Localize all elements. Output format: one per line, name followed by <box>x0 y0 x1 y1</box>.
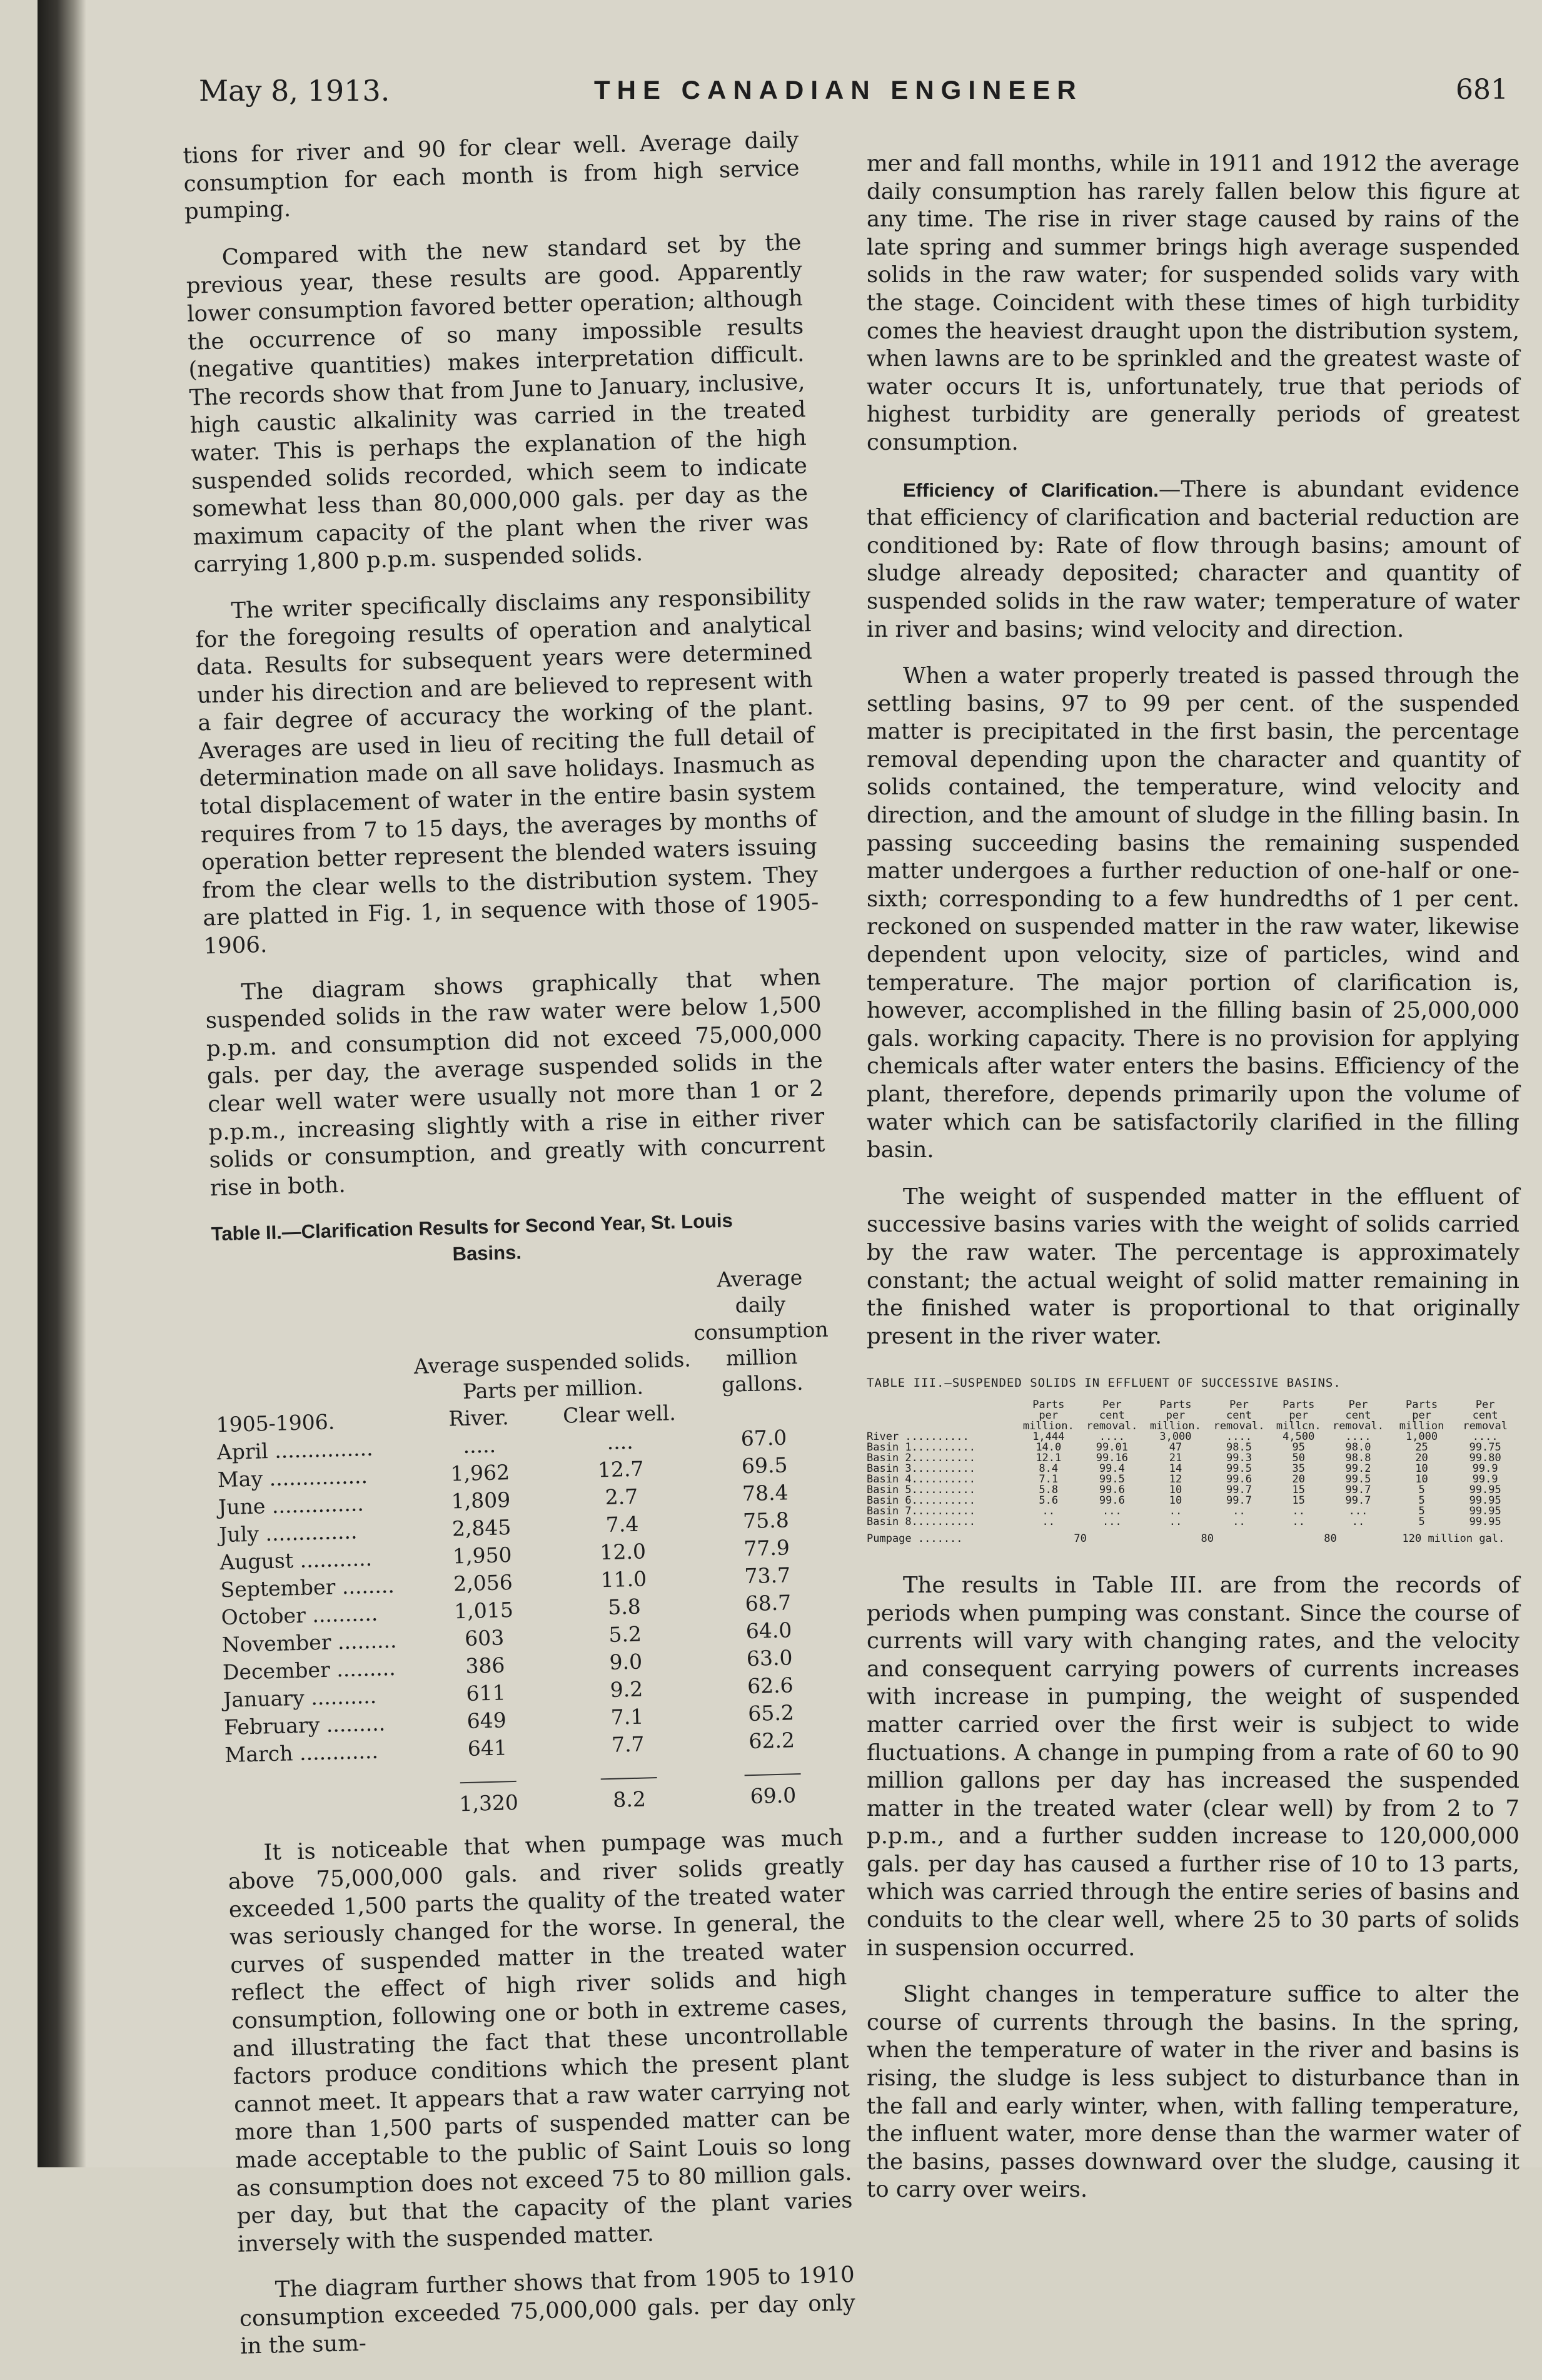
table3-pumpage-value: 120 million gal. <box>1402 1532 1505 1545</box>
table3-cell: .. <box>1169 1504 1182 1517</box>
table2-total-rule <box>601 1777 657 1780</box>
table2-month-name: November <box>221 1629 331 1658</box>
table3-cell: 99.80 <box>1469 1451 1501 1464</box>
table3-cell: 5 <box>1418 1504 1425 1517</box>
table2-leader-dots: ......... <box>326 1711 386 1738</box>
table3-cell: .. <box>1042 1515 1056 1528</box>
table2-total-river: 1,320 <box>458 1790 519 1816</box>
table3-row-label: Basin 2.......... <box>867 1451 975 1464</box>
table3-cell: 99.6 <box>1099 1483 1125 1496</box>
table3-cell: 99.6 <box>1226 1472 1252 1486</box>
table3-cell: 1,000 <box>1405 1430 1438 1443</box>
table3-cell: 99.4 <box>1099 1462 1125 1475</box>
left-paragraph-5: It is noticeable that when pumpage was much above 75,000,000 gals. and river solids greatly exceeded 1,500 parts the quality of the treated water was seriously changed for the worse. In general, the curves of suspended matter in the treated water reflect the effect of high river solids and high consumption, following one or both in extreme cases, and illustrating the fact that these uncontrollable factors produce conditions which the present plant cannot meet. It appears that a raw water carrying not more than 1,500 parts of suspended matter can be made acceptable to the public of Saint Louis so long as consumption does not exceed 75 to 80 million gals. per day, but that the capacity of the plant varies inversely with the suspended matter. <box>228 1825 854 2257</box>
table3-cell: 21 <box>1169 1451 1182 1464</box>
table2-clear-value: 12.0 <box>599 1539 647 1565</box>
table2-clear-value: 12.7 <box>597 1456 645 1482</box>
right-paragraph-6: Slight changes in temperature suffice to alter the course of currents through the basins. In the spring, when the temperature of water in the river and basins is rising, the sludge is less subject to disturbance than in the fall and early winter, when, with falling temperature, the influent water, more dense than the warmer water of the basins, passes downward over the sludge, causing it to carry over weirs. <box>867 1982 1519 2203</box>
table3-pumpage-label: Pumpage ....... <box>867 1532 963 1545</box>
table2-consumption-value: 69.5 <box>741 1452 788 1479</box>
table3-column-head: Per <box>1475 1398 1495 1411</box>
table2-river-value: 611 <box>466 1680 506 1706</box>
table3-column-head: per <box>1289 1409 1309 1422</box>
table3-cell: 5 <box>1418 1515 1425 1528</box>
table2-consumption-value: 62.2 <box>748 1728 795 1754</box>
table3-cell: 99.7 <box>1226 1494 1252 1507</box>
table3-cell: 99.75 <box>1469 1441 1501 1454</box>
table2-month-name: May <box>217 1466 263 1492</box>
table3-cell: ... <box>1102 1515 1122 1528</box>
table2-month-name: January <box>223 1686 305 1713</box>
table3-column-head: per <box>1039 1409 1059 1422</box>
table2-total-rule <box>460 1781 517 1783</box>
table3-cell: 15 <box>1292 1483 1305 1496</box>
table3-cell: 99.95 <box>1469 1494 1501 1507</box>
table3-cell: 99.5 <box>1345 1472 1371 1486</box>
table3-pumpage-value: 70 <box>1074 1532 1087 1545</box>
table2-consumption-value: 67.0 <box>740 1425 787 1451</box>
table2-consumption-value: 68.7 <box>745 1590 792 1616</box>
table2-leader-dots: ......... <box>336 1656 396 1682</box>
table3-column-head: cent <box>1472 1409 1498 1422</box>
table2-clear-value: 11.0 <box>600 1566 647 1593</box>
table3-cell: 99.5 <box>1226 1462 1252 1475</box>
table3-column-head: millcn. <box>1276 1419 1321 1432</box>
book-spine-shadow <box>38 0 86 2167</box>
table2-clear-value: 7.4 <box>605 1512 639 1537</box>
table3-column-head: million. <box>1150 1419 1201 1432</box>
table3-cell: 50 <box>1292 1451 1305 1464</box>
table3-cell: ... <box>1348 1504 1368 1517</box>
table3-row <box>867 1517 1517 1527</box>
left-paragraph-4: The diagram shows graphically that when suspended solids in the raw water were below 1,500 p.p.m. and consumption did not exceed 75,000,000 gals. per day, the average suspended solids in the clear well water were usually not more than 1 or 2 p.p.m., increasing slightly with a rise in either river solids or consumption, and greatly with concurrent rise in both. <box>205 964 825 1202</box>
table3-cell: 99.3 <box>1226 1451 1252 1464</box>
table3-cell: 99.7 <box>1345 1494 1371 1507</box>
left-paragraph-2: Compared with the new standard set by the previous year, these results are good. Apparently lower consumption favored better operation; although the occurrence of so many impossible results (negative quantities) makes interpretation difficult. The records show that from June to January, inclusive, high caustic alkalinity was carried in the treated water. This is perhaps the explanation of the high suspended solids recorded, which seem to indicate somewhat less than 80,000,000 gals. per day as the maximum capacity of the plant when the river was carrying 1,800 p.p.m. suspended solids. <box>186 229 809 579</box>
table2-leader-dots: .......... <box>310 1684 377 1710</box>
table3-cell: ... <box>1102 1504 1122 1517</box>
table2-consumption-value: 64.0 <box>745 1618 792 1644</box>
table2-consumption-value: 63.0 <box>746 1645 793 1671</box>
table2-river-value: 386 <box>465 1653 505 1679</box>
table3-cell: 35 <box>1292 1462 1305 1475</box>
table3-cell: 25 <box>1415 1441 1428 1454</box>
table3-row-label: Basin 5.......... <box>867 1483 975 1496</box>
table2-leader-dots: ........... <box>300 1546 373 1573</box>
table2-river-value: 641 <box>467 1735 508 1761</box>
table2-title <box>211 1205 828 1274</box>
table3-cell: 99.7 <box>1345 1483 1371 1496</box>
table3-cell: 7.1 <box>1039 1472 1059 1486</box>
table3-column-head: per <box>1412 1409 1431 1422</box>
table3-title: TABLE III.—SUSPENDED SOLIDS IN EFFLUENT OF SUCCESSIVE BASINS. <box>867 1376 1341 1390</box>
table2-clear-value: 9.2 <box>610 1676 643 1703</box>
table2-month-name: August <box>219 1548 294 1575</box>
table3-cell: 10 <box>1415 1462 1428 1475</box>
table3-cell: 14 <box>1169 1462 1182 1475</box>
table3-cell: 99.95 <box>1469 1504 1501 1517</box>
table2-leader-dots: .............. <box>271 1491 365 1519</box>
table3-column-head: cent <box>1345 1409 1371 1422</box>
table2-month <box>220 1571 418 1604</box>
table3-cell: 12.1 <box>1036 1451 1062 1464</box>
table3-column-head: Per <box>1348 1398 1368 1411</box>
table3-column-head: removal. <box>1086 1419 1138 1432</box>
table2-clear-value: 9.0 <box>609 1649 643 1675</box>
table3-cell: .. <box>1292 1504 1305 1517</box>
table2-consumption-value: 75.8 <box>742 1507 790 1534</box>
table2-consumption-value: 78.4 <box>742 1480 789 1506</box>
table2-river-value: ..... <box>462 1432 496 1459</box>
table3-cell: 99.9 <box>1472 1462 1498 1475</box>
table3-column-head: Per <box>1102 1398 1122 1411</box>
table3-column-head: removal. <box>1333 1419 1384 1432</box>
left-paragraph-6: The diagram further shows that from 1905 to 1910 consumption exceeded 75,000,000 gals. per day only in the sum- <box>239 2262 856 2360</box>
table2-total-clear: 8.2 <box>612 1786 647 1813</box>
table3-row-label: River .......... <box>867 1430 969 1443</box>
table3-pumpage-value: 80 <box>1201 1532 1214 1545</box>
table2-month-name: March <box>224 1741 293 1768</box>
table3-cell: 99.5 <box>1099 1472 1125 1486</box>
table3-pumpage-value: 80 <box>1324 1532 1337 1545</box>
table3-column-head: Parts <box>1282 1398 1315 1411</box>
table3-column-head: Per <box>1229 1398 1249 1411</box>
table3-cell: .... <box>1226 1430 1252 1443</box>
table3-cell: 99.16 <box>1096 1451 1128 1464</box>
table3-cell: 1,444 <box>1032 1430 1065 1443</box>
table3-cell: 98.5 <box>1226 1441 1252 1454</box>
table2-clear-head: Clear well. <box>562 1400 677 1429</box>
table2-clear-value: 7.7 <box>611 1731 645 1758</box>
table2-clear-value: 5.8 <box>607 1594 642 1620</box>
table3-cell: .. <box>1042 1504 1056 1517</box>
table2-month-name: December <box>222 1658 331 1685</box>
table3-column-head: removal <box>1463 1419 1508 1432</box>
table2-leader-dots: ........ <box>341 1573 395 1599</box>
table3-cell: .. <box>1351 1515 1365 1528</box>
table3-column-head: cent <box>1226 1409 1252 1422</box>
header-date: May 8, 1913. <box>199 74 390 108</box>
table3-cell: .. <box>1232 1515 1246 1528</box>
right-column <box>867 150 1519 2223</box>
table2-leader-dots: .............. <box>265 1519 358 1546</box>
table2-river-value: 1,950 <box>452 1542 513 1569</box>
table3-cell: 99.6 <box>1099 1494 1125 1507</box>
table3-column-head: Parts <box>1159 1398 1192 1411</box>
table2-river-value: 649 <box>466 1708 507 1734</box>
table2-consumption-value: 73.7 <box>744 1562 791 1589</box>
table3-cell: 99.01 <box>1096 1441 1128 1454</box>
table3-cell: 5 <box>1418 1483 1425 1496</box>
table3-row-label: Basin 1.......... <box>867 1441 975 1454</box>
table3-cell: 10 <box>1169 1483 1182 1496</box>
table3-cell: .... <box>1345 1430 1371 1443</box>
table3-cell: 5.8 <box>1039 1483 1059 1496</box>
table3-column-head: removal. <box>1213 1419 1265 1432</box>
table2-month-name: September <box>220 1574 336 1603</box>
journal-page <box>38 0 1542 2360</box>
table2-month-name: October <box>221 1603 306 1630</box>
table3-row-label: Basin 3.......... <box>867 1462 975 1475</box>
table2-river-value: 1,015 <box>453 1598 514 1624</box>
table2-title-line2: Basins. <box>452 1241 522 1265</box>
table2-month-name: February <box>223 1713 320 1740</box>
table3-row-label: Basin 4.......... <box>867 1472 975 1486</box>
table2-leader-dots: .......... <box>311 1601 378 1628</box>
table2-leader-dots: ............... <box>274 1436 373 1464</box>
table3-cell: 8.4 <box>1039 1462 1059 1475</box>
table3-cell: 98.0 <box>1345 1441 1371 1454</box>
right-paragraph-4: The weight of suspended matter in the effluent of successive basins varies with the weight of solids carried by the raw water. The percentage is approximately constant; the actual weight of solid matter remaining in the finished water is proportional to that originally present in the river water. <box>867 1183 1519 1349</box>
table3-cell: 95 <box>1292 1441 1305 1454</box>
table3-cell: 47 <box>1169 1441 1182 1454</box>
table2-clarification-results <box>213 1264 842 1824</box>
table2-group-head: Average suspended solids. <box>413 1347 692 1379</box>
table3-row-label: Basin 6.......... <box>867 1494 975 1507</box>
table3-cell: 14.0 <box>1036 1441 1062 1454</box>
header-page-number: 681 <box>1456 74 1508 106</box>
table2-clear-value: .... <box>607 1429 634 1455</box>
table3-cell: 99.2 <box>1345 1462 1371 1475</box>
right-paragraph-5: The results in Table III. are from the records of periods when pumping was constant. Since the course of currents will vary with changing rates, and the velocity and consequent carrying powers of currents increases with increase in pumping, the weight of suspended matter carried over the first weir is subject to wide fluctuations. A change in pumping from a rate of 60 to 90 million gallons per day has increased the suspended matter in the treated water (clear well) by from 2 to 7 p.p.m., and a further sudden increase to 120,000,000 gals. per day has caused a further rise of 10 to 13 parts, which was carried through the entire series of basins and conduits to the clear well, where 25 to 30 parts of solids in suspension occurred. <box>867 1572 1519 1961</box>
table3-cell: 20 <box>1415 1451 1428 1464</box>
table3-column-head: per <box>1166 1409 1186 1422</box>
table3-cell: 10 <box>1169 1494 1182 1507</box>
table2-total-consumption: 69.0 <box>750 1783 797 1809</box>
table3-cell: .... <box>1472 1430 1498 1443</box>
table2-title-line1: Table II.—Clarification Results for Second Year, St. Louis <box>211 1209 733 1245</box>
right-paragraph-2 <box>867 476 1519 644</box>
right-paragraph-3: When a water properly treated is passed through the settling basins, 97 to 99 per cent. of the suspended matter is precipitated in the first basin, the percentage removal depending upon the character and quantity of solids contained, the temperature, wind velocity and direction, and the amount of sludge in the filling basin. In passing succeeding basins the remaining suspended matter undergoes a further reduction of one-half or one-sixth; corresponding to a few hundredths of 1 per cent. reckoned on suspended matter in the raw water, likewise dependent upon velocity, size of particles, wind and temperature. The major portion of clarification is, however, accomplished in the filling basin of 25,000,000 gals. working capacity. There is no provision for applying chemicals after water enters the basins. Efficiency of the plant, therefore, depends primarily upon the volume of water which can be satisfactorily clarified in the filling basin. <box>867 663 1519 1163</box>
table2-river-value: 2,056 <box>453 1570 513 1596</box>
table3-cell: .. <box>1232 1504 1246 1517</box>
left-paragraph-1: tions for river and 90 for clear well. Average daily consumption for each month is from high service pumping. <box>183 127 800 225</box>
table2-river-value: 1,809 <box>451 1487 511 1514</box>
table2-river-value: 2,845 <box>451 1515 511 1541</box>
table2-month <box>222 1654 420 1686</box>
table2-consumption-value: 65.2 <box>747 1700 795 1726</box>
efficiency-subhead: Efficiency of Clarification. <box>903 479 1159 501</box>
table3-cell: 5.6 <box>1039 1494 1059 1507</box>
header-journal-title: THE CANADIAN ENGINEER <box>594 75 1083 104</box>
table3-cell: 98.8 <box>1345 1451 1371 1464</box>
table3-row-label: Basin 7.......... <box>867 1504 975 1517</box>
table2-year-head: 1905-1906. <box>216 1409 335 1437</box>
table2-leader-dots: ............... <box>269 1464 368 1491</box>
table3-suspended-solids <box>867 1400 1517 1544</box>
table2-river-value: 603 <box>464 1625 505 1651</box>
table2-consumption-head: Average daily consumption million gallons. <box>693 1265 829 1397</box>
table2-month-name: April <box>216 1439 269 1465</box>
table2-river-head: River. <box>448 1405 510 1431</box>
table2-leader-dots: ......... <box>337 1628 397 1654</box>
left-column <box>183 126 857 2380</box>
table3-cell: 99.95 <box>1469 1515 1501 1528</box>
table3-cell: 12 <box>1169 1472 1182 1486</box>
table2-leader-dots: ............ <box>299 1739 379 1766</box>
table3-row-label: Basin 8.......... <box>867 1515 975 1528</box>
table3-cell: 15 <box>1292 1494 1305 1507</box>
table3-cell: 20 <box>1292 1472 1305 1486</box>
table3-column-head: Parts <box>1032 1398 1065 1411</box>
table3-column-head: million <box>1399 1419 1444 1432</box>
table2-month-name: July <box>218 1521 260 1547</box>
table3-cell: 10 <box>1415 1472 1428 1486</box>
table2-clear-value: 5.2 <box>608 1621 642 1648</box>
table3-cell: .... <box>1099 1430 1125 1443</box>
table2-month-name: June <box>218 1494 266 1520</box>
table2-clear-value: 2.7 <box>605 1484 638 1510</box>
table3-cell: .. <box>1292 1515 1305 1528</box>
table2-river-value: 1,962 <box>450 1460 510 1486</box>
table3-cell: 99.9 <box>1472 1472 1498 1486</box>
table3-column-head: Parts <box>1405 1398 1438 1411</box>
table3-cell: 3,000 <box>1159 1430 1192 1443</box>
right-paragraph-2-text: —There is abundant evidence that efficiency of clarification and bacterial reduction are conditioned by: Rate of flow through basins; amount of sludge already deposited; character and quantity of suspended solids in the raw water; temperature of water in river and basins; wind velocity and direction. <box>867 476 1519 642</box>
table2-consumption-value: 62.6 <box>747 1673 794 1699</box>
table3-cell: .. <box>1169 1515 1182 1528</box>
table2-consumption-value: 77.9 <box>743 1535 790 1561</box>
table2-total-rule <box>745 1773 801 1776</box>
table3-cell: 99.7 <box>1226 1483 1252 1496</box>
table2-group-head-2: Parts per million. <box>462 1374 644 1404</box>
table2-clear-value: 7.1 <box>610 1704 644 1730</box>
left-paragraph-3: The writer specifically disclaims any responsibility for the foregoing results of operation and analytical data. Results for subsequent years were determined under his direction and are believed to represent with a fair degree of accuracy the working of the plant. Averages are used in lieu of reciting the full detail of determination made on all save holidays. Inasmuch as total displacement of water in the entire basin system requires from 7 to 15 days, the averages by months of operation better represent the blended waters issuing from the clear wells to the distribution system. They are platted in Fig. 1, in sequence with those of 1905-1906. <box>195 582 819 960</box>
right-paragraph-1: mer and fall months, while in 1911 and 1912 the average daily consumption has rarely fallen below this figure at any time. The rise in river stage caused by rains of the late spring and summer brings high average suspended solids in the raw water; for suspended solids vary with the stage. Coincident with these times of high turbidity comes the heaviest draught upon the distribution system, when lawns are to be sprinkled and the greatest waste of water occurs It is, unfortunately, true that periods of highest turbidity are generally periods of greatest consumption. <box>867 151 1519 455</box>
table3-column-head: cent <box>1099 1409 1125 1422</box>
table3-cell: 4,500 <box>1282 1430 1315 1443</box>
table3-column-head: million. <box>1022 1419 1074 1432</box>
table3-cell: 99.95 <box>1469 1483 1501 1496</box>
table3-cell: 5 <box>1418 1494 1425 1507</box>
